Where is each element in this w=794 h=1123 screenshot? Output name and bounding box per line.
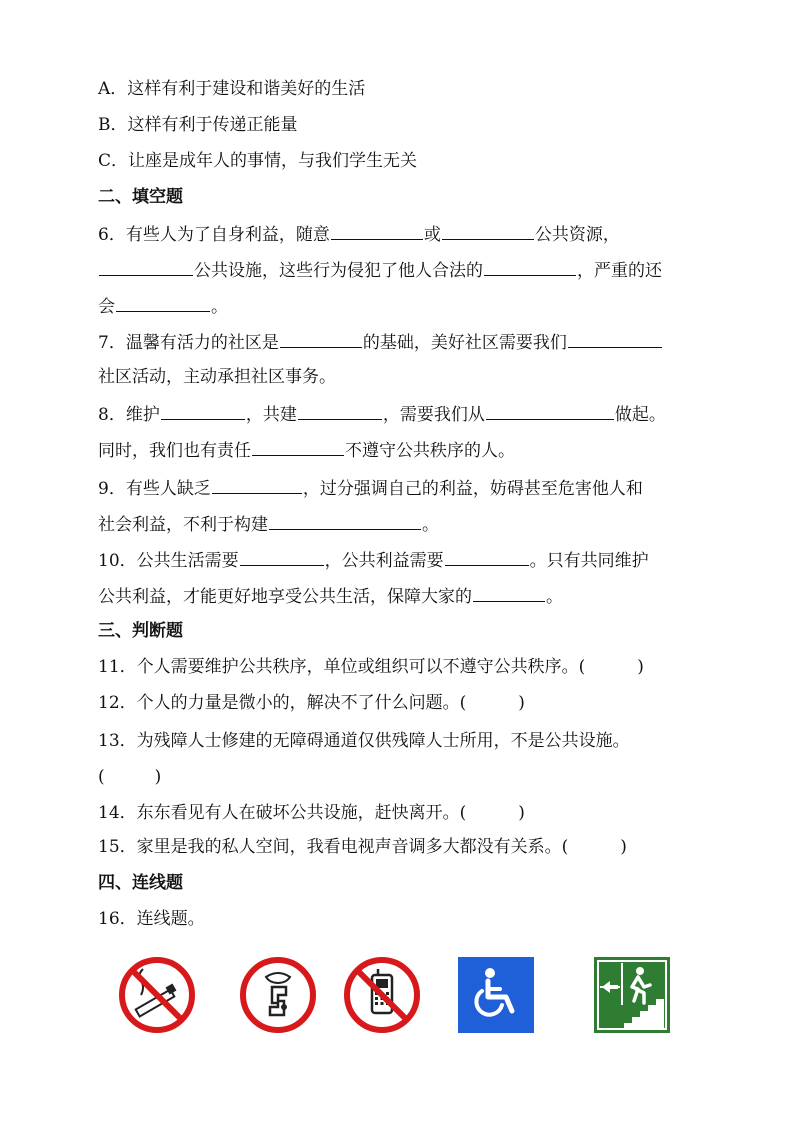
answer-blank[interactable] [445, 548, 529, 566]
option-c: C．让座是成年人的事情，与我们学生无关 [98, 151, 418, 171]
answer-blank[interactable] [331, 222, 423, 240]
answer-blank[interactable] [568, 330, 662, 348]
question-15: 15．家里是我的私人空间，我看电视声音调多大都没有关系。( ) [98, 837, 627, 857]
question-16: 16．连线题。 [98, 909, 205, 929]
answer-blank[interactable] [484, 258, 576, 276]
question-7-line-2: 社区活动，主动承担社区事务。 [98, 367, 336, 387]
question-13-answer: ( ) [98, 767, 162, 787]
question-8-line-2: 同时，我们也有责任 不遵守公共秩序的人。 [98, 438, 702, 462]
emergency-exit-icon[interactable] [594, 957, 670, 1033]
question-6-line-2: 公共设施，这些行为侵犯了他人合法的 ，严重的还 [98, 258, 702, 282]
question-9-line-2: 社会利益，不利于构建 。 [98, 512, 702, 536]
answer-blank[interactable] [161, 402, 245, 420]
answer-blank[interactable] [240, 548, 324, 566]
section-fill-in-title: 二、填空题 [98, 187, 183, 207]
question-11: 11．个人需要维护公共秩序，单位或组织可以不遵守公共秩序。( ) [98, 657, 644, 677]
answer-blank[interactable] [99, 258, 193, 276]
answer-blank[interactable] [116, 294, 210, 312]
question-6-line-1: 6．有些人为了自身利益，随意 或 公共资源， [98, 222, 702, 246]
question-6-line-3: 会 。 [98, 294, 702, 318]
question-7-line-1: 7．温馨有活力的社区是 的基础，美好社区需要我们 [98, 330, 702, 354]
no-mobile-phone-icon[interactable] [342, 955, 422, 1035]
answer-blank[interactable] [269, 512, 421, 530]
section-matching-title: 四、连线题 [98, 873, 183, 893]
question-14: 14．东东看见有人在破坏公共设施，赶快离开。( ) [98, 803, 525, 823]
answer-blank[interactable] [473, 584, 545, 602]
question-13: 13．为残障人士修建的无障碍通道仅供残障人士所用，不是公共设施。 [98, 731, 630, 751]
question-10-line-1: 10．公共生活需要 ，公共利益需要 。只有共同维护 [98, 548, 702, 572]
question-8-line-1: 8．维护 ，共建 ，需要我们从 做起。 [98, 402, 702, 426]
answer-blank[interactable] [298, 402, 382, 420]
wheelchair-accessible-icon[interactable] [458, 957, 534, 1033]
answer-blank[interactable] [442, 222, 534, 240]
answer-blank[interactable] [252, 438, 344, 456]
answer-blank[interactable] [212, 476, 302, 494]
answer-blank[interactable] [280, 330, 362, 348]
question-9-line-1: 9．有些人缺乏 ，过分强调自己的利益，妨碍甚至危害他人和 [98, 476, 702, 500]
sign-row [0, 955, 794, 1035]
option-b: B．这样有利于传递正能量 [98, 115, 298, 135]
answer-blank[interactable] [486, 402, 614, 420]
no-spitting-icon[interactable] [238, 955, 318, 1035]
question-12: 12．个人的力量是微小的，解决不了什么问题。( ) [98, 693, 525, 713]
no-smoking-icon[interactable] [117, 955, 197, 1035]
section-true-false-title: 三、判断题 [98, 621, 183, 641]
option-a: A．这样有利于建设和谐美好的生活 [98, 79, 366, 99]
question-10-line-2: 公共利益，才能更好地享受公共生活，保障大家的 。 [98, 584, 702, 608]
